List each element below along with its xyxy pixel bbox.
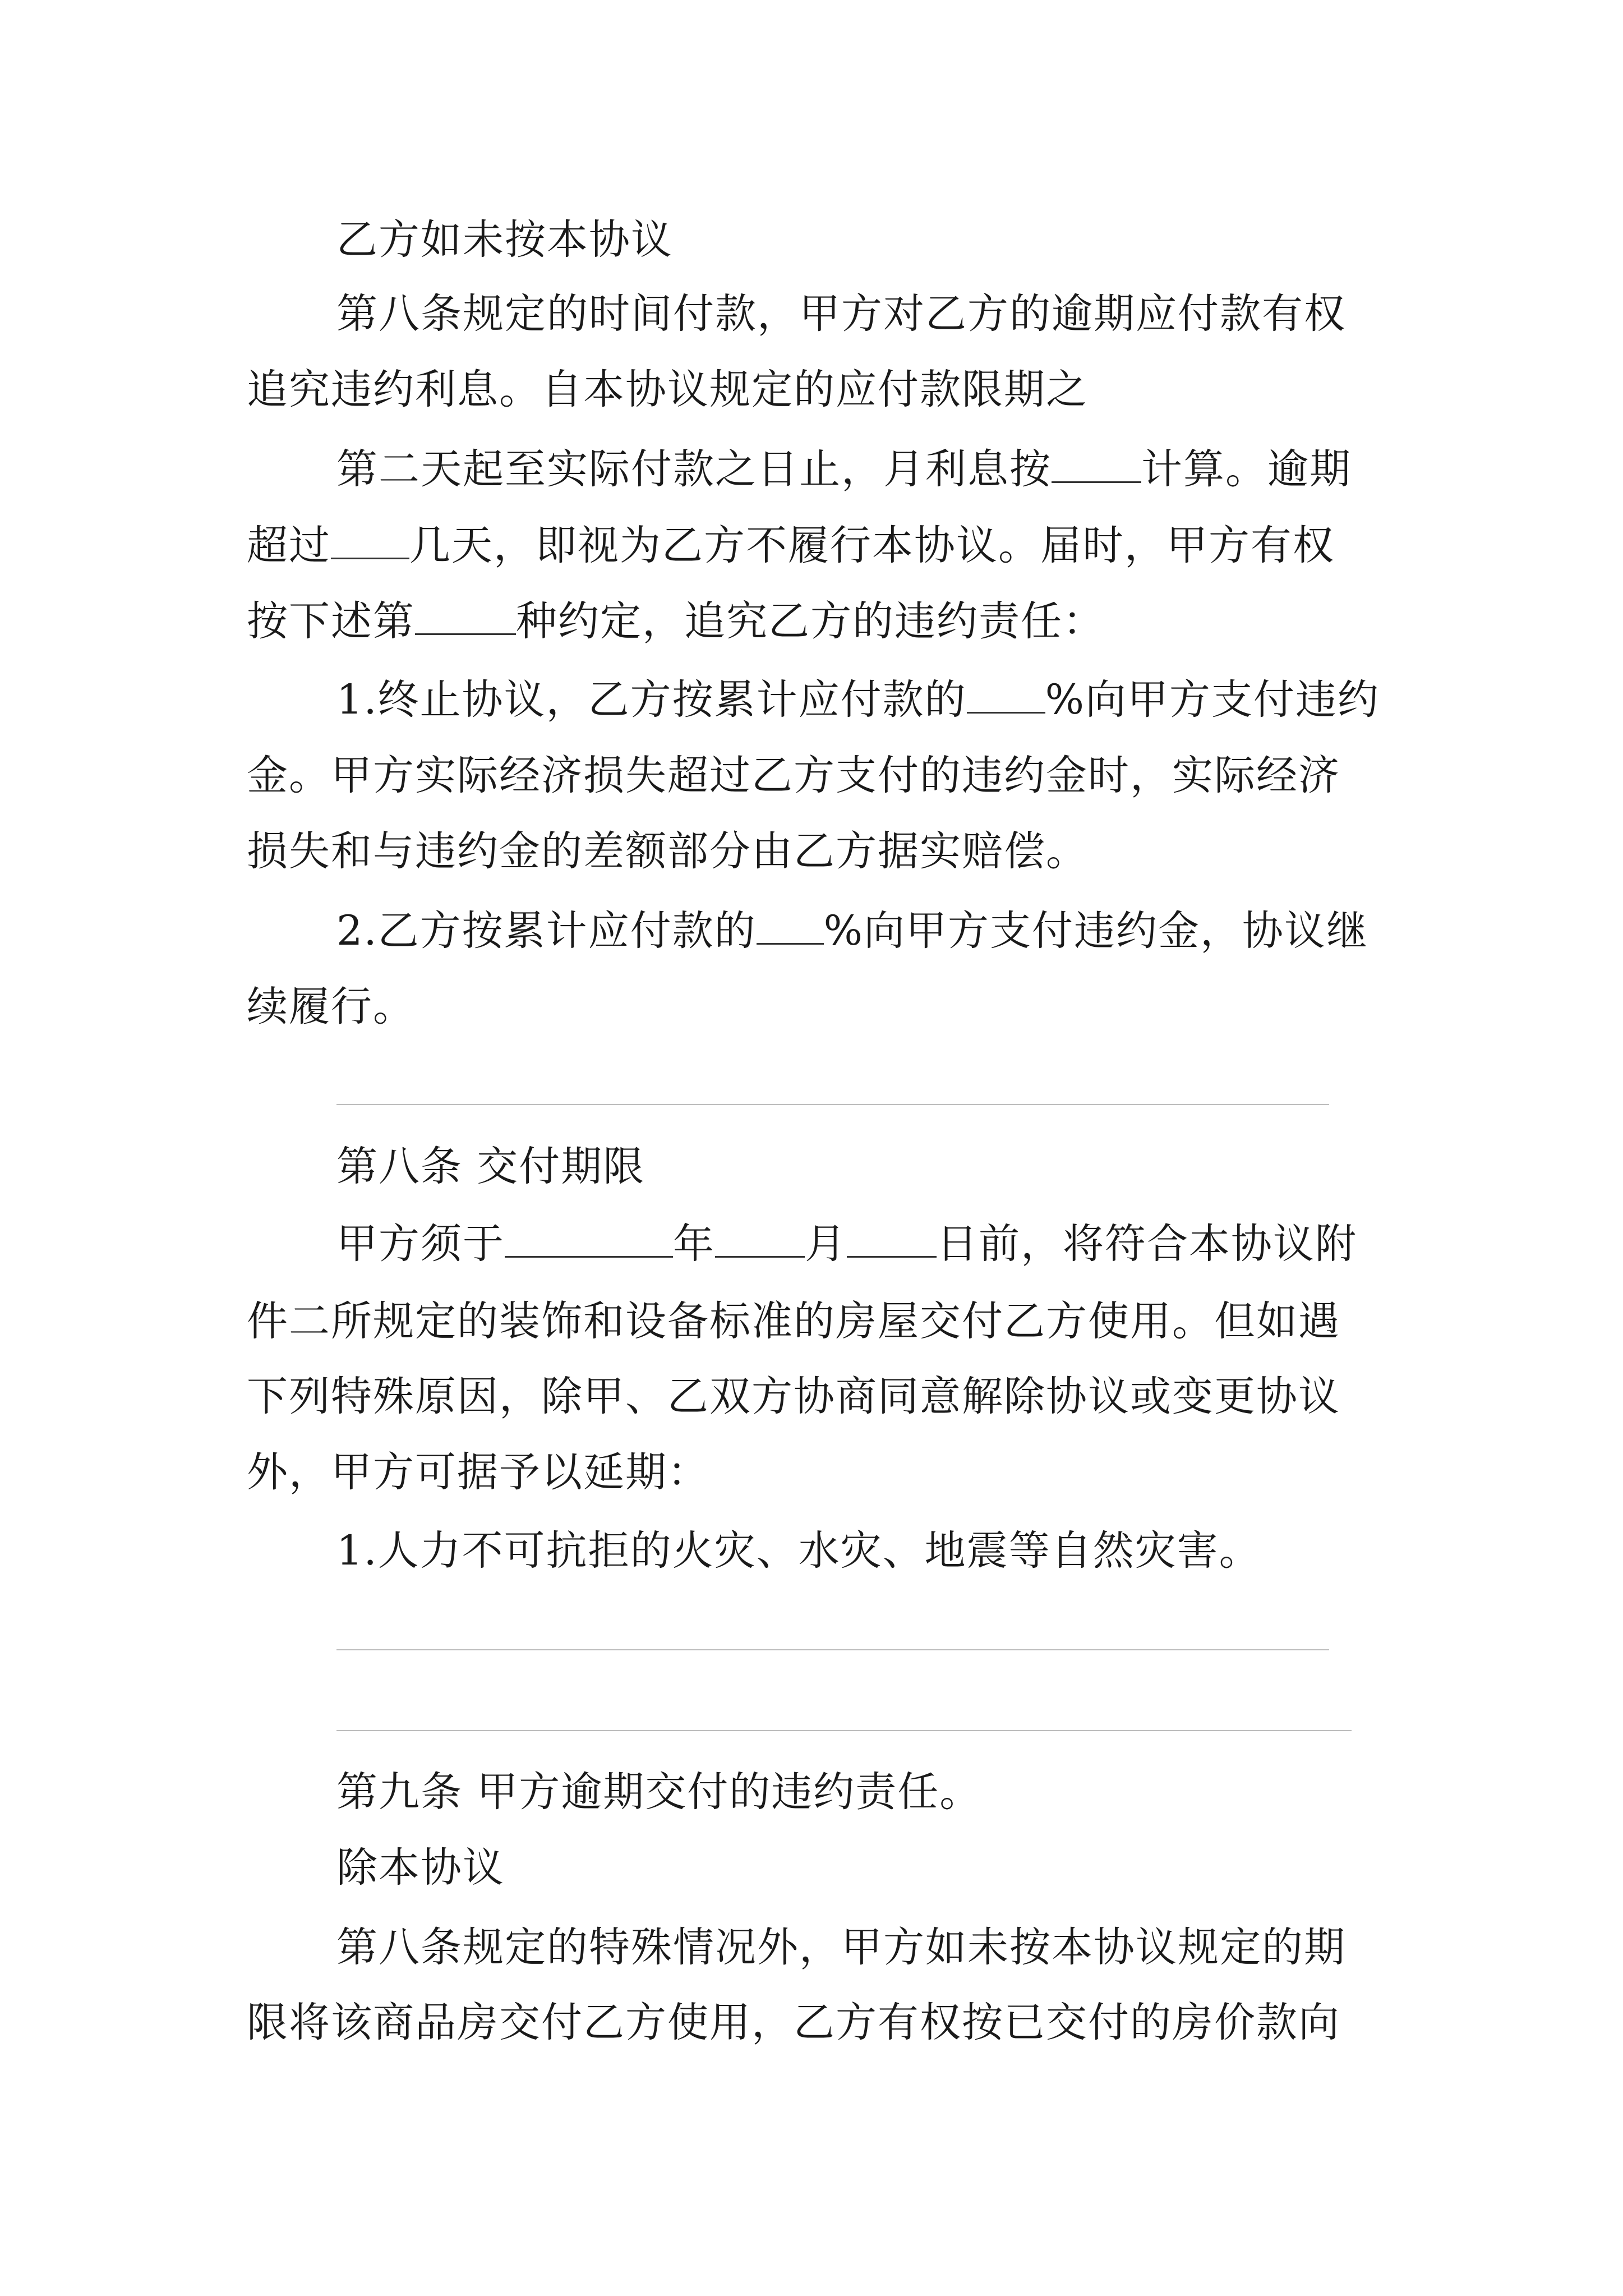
paragraph-line: 第八条规定的时间付款，甲方对乙方的逾期应付款有权: [336, 290, 1346, 338]
paragraph-line: 件二所规定的装饰和设备标准的房屋交付乙方使用。但如遇: [247, 1297, 1340, 1345]
paragraph-line: 续履行。: [247, 983, 415, 1030]
text-segment: 月: [805, 1220, 847, 1268]
paragraph-line: 损失和与违约金的差额部分由乙方据实赔偿。: [247, 827, 1088, 875]
section-heading: 第九条 甲方逾期交付的违约责任。: [336, 1768, 982, 1816]
divider-line: [336, 1104, 1329, 1105]
text-segment: 1.终止协议，乙方按累计应付款的: [336, 676, 967, 724]
paragraph-line: 追究违约利息。自本协议规定的应付款限期之: [247, 366, 1088, 413]
text-segment: 甲方须于: [336, 1220, 505, 1268]
text-segment: 超过: [247, 522, 331, 569]
section-heading: 第八条 交付期限: [336, 1143, 645, 1190]
fill-in-blank: [847, 1218, 937, 1258]
text-segment: %向甲方支付违约: [1045, 676, 1380, 724]
paragraph-line: 第八条规定的特殊情况外，甲方如未按本协议规定的期: [336, 1924, 1346, 1971]
text-segment: 年: [673, 1220, 715, 1268]
paragraph-line: 下列特殊原因，除甲、乙双方协商同意解除协议或变更协议: [247, 1373, 1340, 1420]
text-segment: 第二天起至实际付款之日止，月利息按: [336, 445, 1052, 493]
text-segment: 按下述第: [247, 597, 415, 645]
fill-in-blank: [967, 674, 1045, 714]
text-segment: 几天，即视为乙方不履行本协议。届时，甲方有权: [409, 522, 1335, 569]
fill-in-blank: [415, 595, 516, 635]
text-segment: 计算。逾期: [1141, 445, 1352, 493]
paragraph-line: [336, 672, 1380, 728]
text-segment: 2.乙方按累计应付款的: [336, 907, 757, 955]
paragraph-line: 限将该商品房交付乙方使用，乙方有权按已交付的房价款向: [247, 1999, 1340, 2046]
fill-in-blank: [1052, 443, 1141, 483]
paragraph-line: 乙方如未按本协议: [336, 216, 673, 264]
paragraph-line: 除本协议: [336, 1844, 505, 1892]
divider-line: [336, 1730, 1352, 1731]
fill-in-blank: [715, 1218, 805, 1258]
paragraph-line: 金。甲方实际经济损失超过乙方支付的违约金时，实际经济: [247, 752, 1340, 799]
paragraph-line: [247, 593, 1105, 650]
fill-in-blank: [757, 905, 824, 945]
paragraph-line: [336, 441, 1352, 498]
text-segment: 日前，将符合本协议附: [937, 1220, 1357, 1268]
paragraph-line: [336, 903, 1368, 959]
fill-in-blank: [331, 519, 409, 559]
paragraph-line: 外，甲方可据予以延期：: [247, 1448, 709, 1496]
list-item: 1.人力不可抗拒的火灾、水灾、地震等自然灾害。: [336, 1527, 1261, 1575]
paragraph-line: [336, 1216, 1357, 1272]
divider-line: [336, 1649, 1329, 1650]
fill-in-blank: [505, 1218, 673, 1258]
text-segment: %向甲方支付违约金，协议继: [823, 907, 1369, 955]
text-segment: 种约定，追究乙方的违约责任：: [516, 597, 1105, 645]
paragraph-line: [247, 518, 1335, 574]
